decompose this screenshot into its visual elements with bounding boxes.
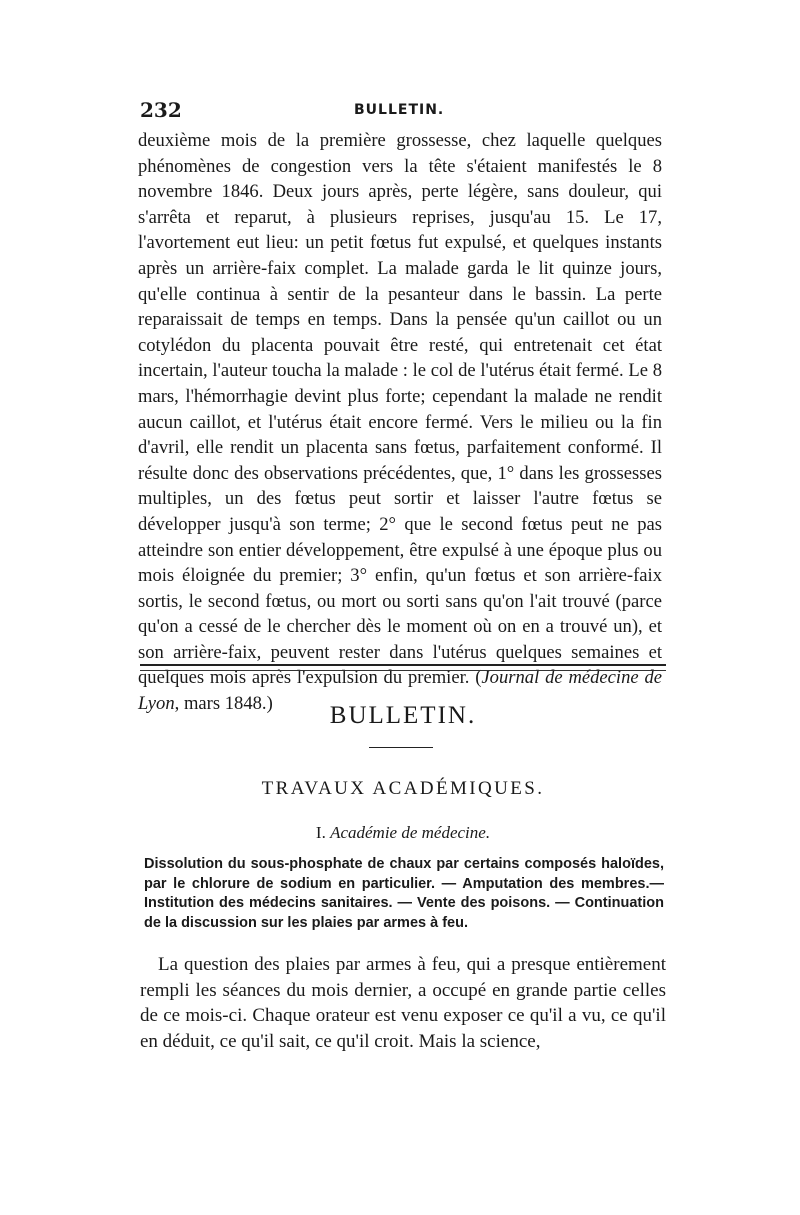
subsection-title: TRAVAUX ACADÉMIQUES. [261,778,545,799]
double-rule-bottom [140,670,666,671]
page-number: 232 [140,98,182,122]
session-summary: Dissolution du sous-phosphate de chaux par certains composés haloïdes, par le chlorure de sodium en particulier. — Amputation des membres.— Institution des médecins sanitaires. — Vente des poisons. — Continuation de la discussion sur les plaies par armes à feu. [144,856,664,931]
previous-article-text [138,128,662,717]
previous-article-body: deuxième mois de la première grossesse, chez laquelle quelques phénomènes de congestion vers la tête s'étaient manifestés le 8 novembre 1846. Deux jours après, perte légère, sans douleur, qui s'arrêta et reparut, à plusieurs reprises, jusqu'au 15. Le 17, l'avortement eut lieu: un petit fœtus fut expulsé, et quelques instants après un arrière-faix complet. La malade garda le lit quinze jours, qu'elle continua à sentir de la pesanteur dans le bassin. La perte reparaissait de temps en temps. Dans la pensée qu'un caillot ou un cotylédon du placenta pouvait être resté, qui entretenait cet état incertain, l'auteur toucha la malade : le col de l'utérus était fermé. Le 8 mars, l'hémorrhagie devint plus forte; cependant la malade ne rendit aucun caillot, et l'utérus était encore fermé. Vers le milieu ou la fin d'avril, elle rendit un placenta sans fœtus, parfaitement conformé. Il résulte donc des observations précédentes, que, 1° dans les grossesses multiples, un des fœtus peut sortir et laisser l'autre fœtus se développer jusqu'à son terme; 2° que le second fœtus peut ne pas atteindre son entier développement, être expulsé à une époque plus ou mois éloignée du premier; 3° enfin, qu'un fœtus et son arrière-faix sortis, le second fœtus, ou mort ou sorti sans qu'on l'ait trouvé (parce qu'on a cessé de le chercher dès le moment où on en a trouvé un), et son arrière-faix, peuvent rester dans l'utérus quelques semaines et quelques mois après l'expulsion du premier. ( [138,130,662,689]
citation-date: , mars 1848.) [174,693,273,715]
academy-name: Académie de médecine. [330,823,491,842]
citation-journal: Journal de médecine de Lyon [138,667,663,715]
double-rule-top [140,664,666,666]
academy-number: I. [315,823,326,842]
academy-heading [140,823,666,843]
section-title: BULLETIN. [329,702,477,729]
short-rule [369,747,433,748]
running-title: BULLETIN. [354,102,445,118]
bulletin-body-text: La question des plaies par armes à feu, qui a presque entièrement rempli les séances du mois dernier, a occupé en grande partie celles de ce mois-ci. Chaque orateur est venu exposer ce qu'il a vu, ce qu'il en déduit, ce qu'il sait, ce qu'il croit. Mais la science, [140,954,666,1052]
running-head [140,98,660,120]
